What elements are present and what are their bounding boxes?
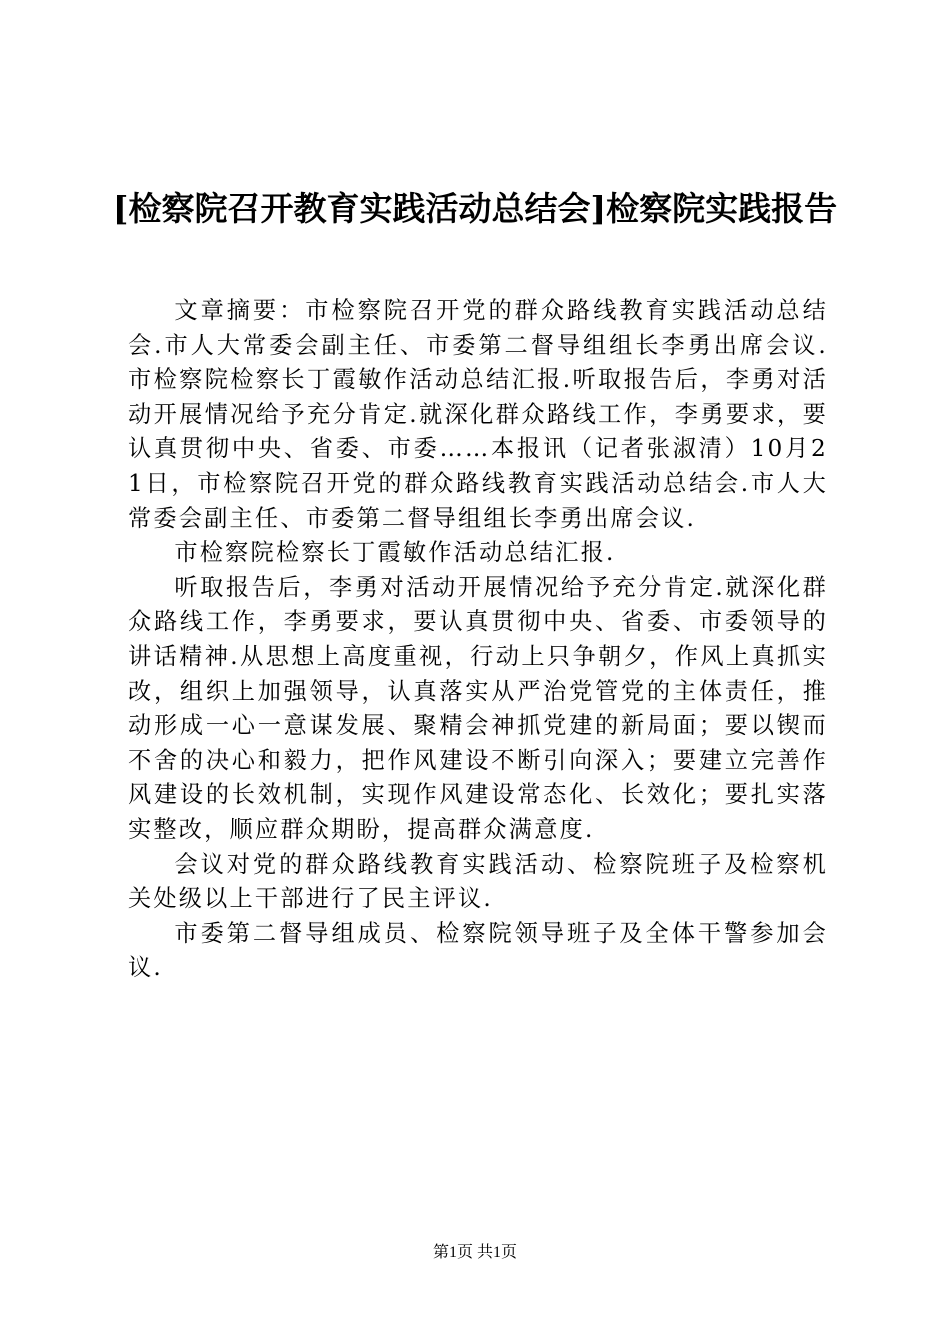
paragraph-evaluation: 会议对党的群众路线教育实践活动、检察院班子及检察机关处级以上干部进行了民主评议.: [128, 850, 828, 913]
paragraph-summary: 文章摘要：市检察院召开党的群众路线教育实践活动总结会.市人大常委会副主任、市委第二督导组组长李勇出席会议.市检察院检察长丁霞敏作活动总结汇报.听取报告后，李勇对活动开展情况给予充分肯定.就深化群众路线工作，李勇要求，要认真贯彻中央、省委、市委……本报讯（记者张淑清）10月21日，市检察院召开党的群众路线教育实践活动总结会.市人大常委会副主任、市委第二督导组组长李勇出席会议.: [128, 297, 828, 532]
paragraph-report: 市检察院检察长丁霞敏作活动总结汇报.: [174, 539, 616, 567]
page-footer: 第1页 共1页: [432, 1244, 517, 1261]
document-title: [检察院召开教育实践活动总结会]检察院实践报告: [112, 189, 838, 228]
paragraph-requirements: 听取报告后，李勇对活动开展情况给予充分肯定.就深化群众路线工作，李勇要求，要认真贯彻中央、省委、市委领导的讲话精神.从思想上高度重视，行动上只争朝夕，作风上真抓实改，组织上加强领导，认真落实从严治党管党的主体责任，推动形成一心一意谋发展、聚精会神抓党建的新局面；要以锲而不舍的决心和毅力，把作风建设不断引向深入；要建立完善作风建设的长效机制，实现作风建设常态化、长效化；要扎实落实整改，顺应群众期盼，提高群众满意度.: [128, 573, 828, 843]
paragraph-attendees: 市委第二督导组成员、检察院领导班子及全体干警参加会议.: [128, 919, 828, 982]
document-body: [128, 294, 828, 986]
